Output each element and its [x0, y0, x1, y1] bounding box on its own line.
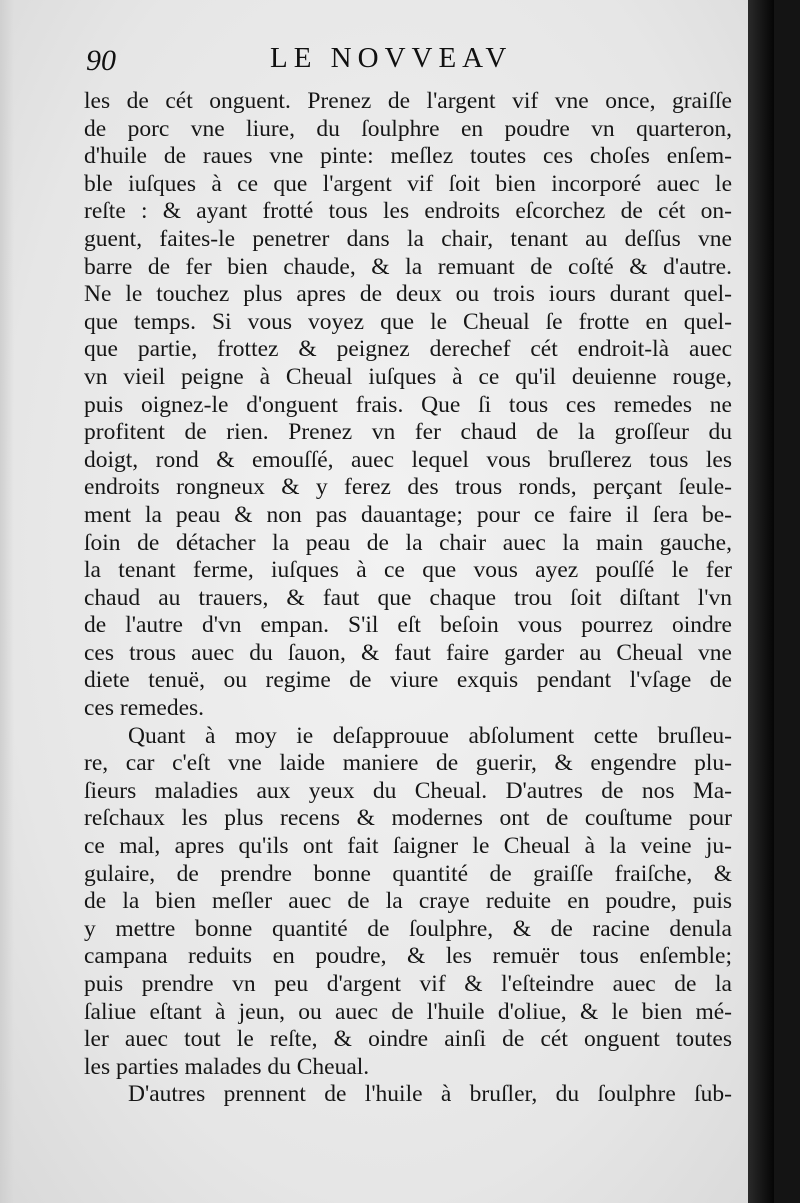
- paragraph: [84, 88, 732, 723]
- page-header: [0, 40, 774, 80]
- text-line: gulaire, de prendre bonne quantité de graiſſe fraiſche, &: [84, 860, 732, 887]
- text-line: campana reduits en poudre, & les remuër tous enſemble;: [84, 943, 732, 970]
- text-line: ſaliue eſtant à jeun, ou auec de l'huile d'oliue, & le bien mé-: [84, 998, 732, 1025]
- text-line: Quant à moy ie deſapprouue abſolument cette bruſleu-: [128, 722, 732, 749]
- text-line: de la bien meſler auec de la craye reduite en poudre, puis: [84, 888, 732, 915]
- text-line: y mettre bonne quantité de ſoulphre, & de racine denula: [84, 915, 732, 942]
- running-title: LE NOVVEAV: [270, 42, 513, 74]
- text-line: d'huile de raues vne pinte: meſlez toutes ces choſes enſem-: [84, 143, 732, 170]
- text-line: de l'autre d'vn empan. S'il eſt beſoin vous pourrez oindre: [84, 612, 732, 639]
- text-line: diete tenuë, ou regime de viure exquis pendant l'vſage de: [84, 667, 732, 694]
- text-line: les de cét onguent. Prenez de l'argent vif vne once, graiſſe: [84, 88, 732, 114]
- text-line: de porc vne liure, du ſoulphre en poudre vn quarteron,: [84, 115, 732, 142]
- text-line: ſieurs maladies aux yeux du Cheual. D'autres de nos Ma-: [84, 777, 732, 804]
- body-text: [84, 88, 732, 1109]
- text-line: puis prendre vn peu d'argent vif & l'eſteindre auec de la: [84, 971, 732, 997]
- text-line: ces remedes.: [84, 695, 205, 722]
- text-line: barre de fer bien chaude, & la remuant de coſté & d'autre.: [84, 253, 732, 280]
- paragraph: [84, 1081, 732, 1109]
- text-line: ble iuſques à ce que l'argent vif ſoit bien incorporé auec le: [84, 170, 732, 197]
- text-line: ment la peau & non pas dauantage; pour ce faire il ſera be-: [84, 501, 732, 528]
- text-line: ſoin de détacher la peau de la chair auec la main gauche,: [84, 529, 732, 556]
- text-line: vn vieil peigne à Cheual iuſques à ce qu'il deuienne rouge,: [84, 363, 732, 390]
- text-line: D'autres prennent de l'huile à bruſler, du ſoulphre ſub-: [128, 1081, 732, 1108]
- text-line: la tenant ferme, iuſques à ce que vous ayez pouſſé le fer: [84, 557, 732, 584]
- text-line: chaud au trauers, & faut que chaque trou ſoit diſtant l'vn: [84, 584, 732, 611]
- text-line: endroits rongneux & y ferez des trous ronds, perçant ſeule-: [84, 474, 732, 501]
- text-line: profitent de rien. Prenez vn fer chaud de la groſſeur du: [84, 419, 732, 446]
- text-line: ce mal, apres qu'ils ont fait ſaigner le Cheual à la veine ju-: [84, 833, 732, 860]
- text-line: guent, faites-le penetrer dans la chair, tenant au deſſus vne: [84, 225, 732, 252]
- text-line: reſchaux les plus recens & modernes ont de couſtume pour: [84, 805, 732, 832]
- binding-shadow: [748, 0, 774, 1203]
- page-left-edge: [0, 0, 14, 1203]
- text-line: que temps. Si vous voyez que le Cheual ſe frotte en quel-: [84, 308, 732, 335]
- text-line: que partie, frottez & peignez derechef cét endroit-là auec: [84, 336, 732, 363]
- text-line: doigt, rond & emouſſé, auec lequel vous bruſlerez tous les: [84, 446, 732, 473]
- text-line: ler auec tout le reſte, & oindre ainſi de cét onguent toutes: [84, 1026, 732, 1053]
- paragraph: [84, 723, 732, 1082]
- text-line: puis oignez-le d'onguent frais. Que ſi tous ces remedes ne: [84, 391, 732, 418]
- page-number: 90: [86, 44, 116, 77]
- text-line: ces trous auec du ſauon, & faut faire garder au Cheual vne: [84, 639, 732, 666]
- text-line: Ne le touchez plus apres de deux ou trois iours durant quel-: [84, 281, 732, 308]
- text-line: reſte : & ayant frotté tous les endroits eſcorchez de cét on-: [84, 198, 732, 225]
- text-line: les parties malades du Cheual.: [84, 1053, 370, 1080]
- text-line: re, car c'eſt vne laide maniere de guerir, & engendre plu-: [84, 750, 732, 777]
